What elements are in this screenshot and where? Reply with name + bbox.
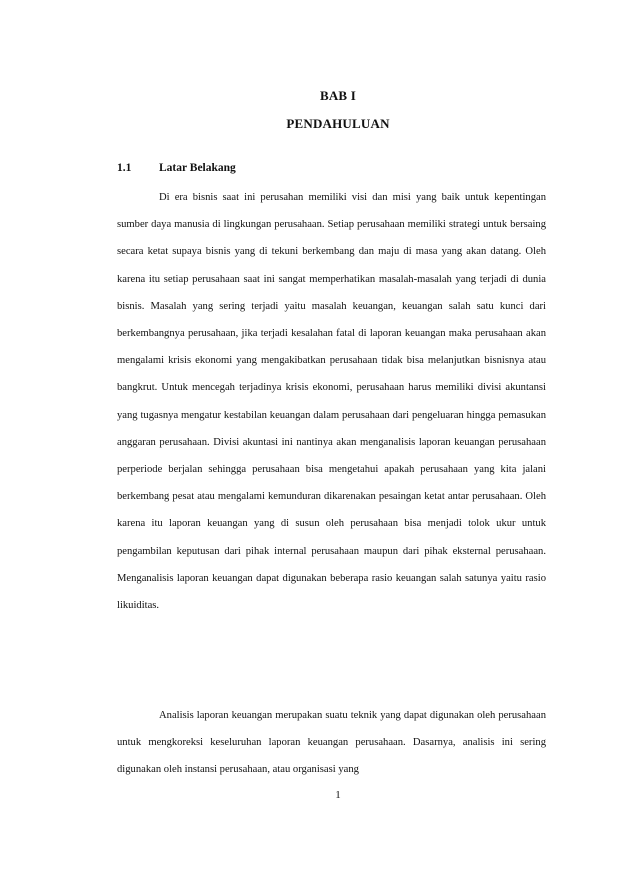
page-number: 1 <box>335 789 341 801</box>
section-number: 1.1 <box>117 162 132 174</box>
paragraph: Di era bisnis saat ini perusahan memiliki visi dan misi yang baik untuk kepentingan sumber daya manusia di lingkungan perusahaan. Setiap perusahaan memiliki strategi untuk bersaing secara ketat supaya bisnis yang di tekuni berkembang dan maju di masa yang akan datang. Oleh karena itu setiap perusahaan saat ini sangat memperhatikan masalah-masalah yang terjadi di dunia bisnis. Masalah yang sering terjadi yaitu masalah keuangan, keuangan salah satu kunci dari berkembangnya perusahaan, jika terjadi kesalahan fatal di laporan keuangan maka perusahaan akan mengalami krisis ekonomi yang mengakibatkan perusahaan tidak bisa melanjutkan bisnisnya atau bangkrut. Untuk mencegah terjadinya krisis ekonomi, perusahaan harus memiliki divisi akuntansi yang tugasnya mengatur kestabilan keuangan dalam perusahaan dari pengeluaran hingga pemasukan anggaran perusahaan. Divisi akuntasi ini nantinya akan menganalisis laporan keuangan perusahaan perperiode berjalan sehingga perusahaan bisa mengetahui apakah perusahaan yang kita jalani berkembang pesat atau mengalami kemunduran dikarenakan pesaingan ketat antar perusahaan. Oleh karena itu laporan keuangan yang di susun oleh perusahaan bisa menjadi tolok ukur untuk pengambilan keputusan dari pihak internal perusahaan maupun dari pihak eksternal perusahaan. Menganalisis laporan keuangan dapat digunakan beberapa rasio keuangan salah satunya yaitu rasio likuiditas. <box>117 192 546 612</box>
paragraph: Analisis laporan keuangan merupakan suatu teknik yang dapat digunakan oleh perusahaan untuk mengkoreksi keseluruhan laporan keuangan perusahaan. Dasarnya, analisis ini sering digunakan oleh instansi perusahaan, atau organisasi yang <box>117 710 546 776</box>
section-title: Latar Belakang <box>159 162 236 174</box>
section-heading <box>117 162 236 174</box>
chapter-title: PENDAHULUAN <box>286 116 390 131</box>
chapter-number: BAB I <box>319 88 357 103</box>
